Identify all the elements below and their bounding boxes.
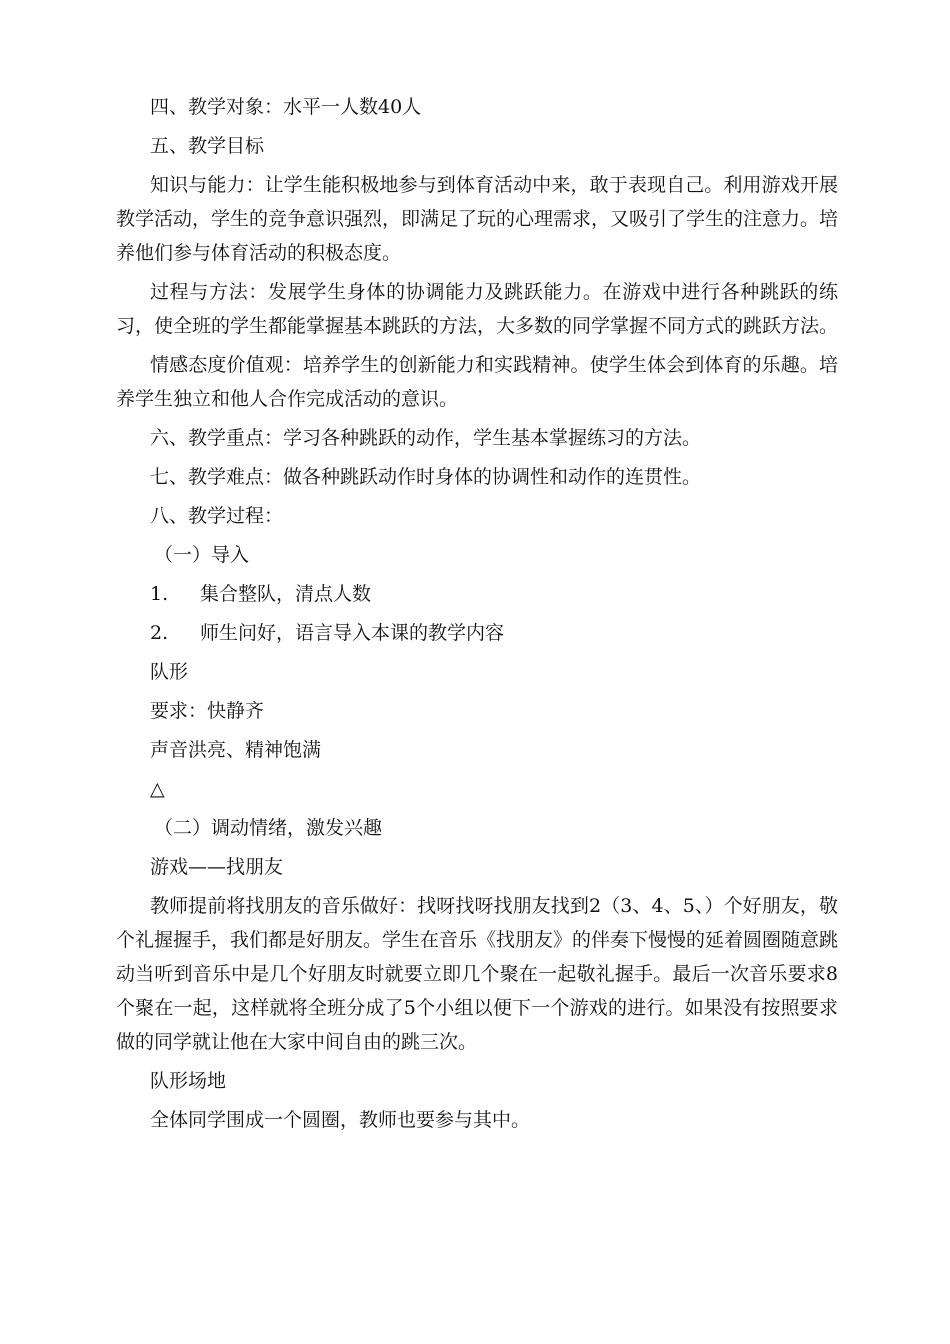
emotion-values-paragraph: 情感态度价值观：培养学生的创新能力和实践精神。使学生体会到体育的乐趣。培养学生独立和他人合作完成活动的意识。 bbox=[116, 354, 838, 410]
triangle-symbol: △ bbox=[150, 778, 165, 800]
list-item-2 bbox=[116, 616, 838, 650]
game-description-paragraph: 教师提前将找朋友的音乐做好：找呀找呀找朋友找到2（3、4、5、）个好朋友，敬个礼握握手，我们都是好朋友。学生在音乐《找朋友》的伴奏下慢慢的延着圆圈随意跳动当听到音乐中是几个好朋友时就要立即几个聚在一起敬礼握手。最后一次音乐要求8个聚在一起，这样就将全班分成了5个小组以便下一个游戏的进行。如果没有按照要求做的同学就让他在大家中间自由的跳三次。 bbox=[116, 895, 839, 1053]
formation-field-label: 队形场地 bbox=[150, 1070, 227, 1092]
process-heading: 八、教学过程： bbox=[150, 505, 284, 527]
circle-line: 全体同学围成一个圆圈，教师也要参与其中。 bbox=[150, 1109, 531, 1131]
formation-label: 队形 bbox=[150, 661, 189, 683]
document-body bbox=[116, 90, 838, 1142]
list-text: 师生问好，语言导入本课的教学内容 bbox=[200, 622, 505, 644]
knowledge-ability-paragraph: 知识与能力：让学生能积极地参与到体育活动中来，敢于表现自己。利用游戏开展教学活动，学生的竞争意识强烈，即满足了玩的心理需求，又吸引了学生的注意力。培养他们参与体育活动的积极态度。 bbox=[116, 174, 839, 264]
process-method-paragraph: 过程与方法：发展学生身体的协调能力及跳跃能力。在游戏中进行各种跳跃的练习，使全班的学生都能掌握基本跳跃的方法，大多数的同学掌握不同方式的跳跃方法。 bbox=[116, 281, 839, 337]
difficult-points-line: 七、教学难点：做各种跳跃动作时身体的协调性和动作的连贯性。 bbox=[150, 466, 702, 488]
requirement-line: 要求：快静齐 bbox=[150, 700, 265, 722]
list-number: 1. bbox=[150, 583, 169, 605]
teaching-goals-heading: 五、教学目标 bbox=[150, 135, 265, 157]
list-item-1 bbox=[116, 577, 838, 611]
key-points-line: 六、教学重点：学习各种跳跃的动作，学生基本掌握练习的方法。 bbox=[150, 427, 702, 449]
list-number: 2. bbox=[150, 622, 169, 644]
intro-heading: （一）导入 bbox=[154, 544, 250, 566]
voice-line: 声音洪亮、精神饱满 bbox=[150, 739, 322, 761]
teaching-object-line: 四、教学对象：水平一人数40人 bbox=[150, 96, 422, 118]
list-text: 集合整队，清点人数 bbox=[200, 583, 372, 605]
mood-heading: （二）调动情绪，激发兴趣 bbox=[154, 817, 383, 839]
game-title: 游戏——找朋友 bbox=[150, 856, 284, 878]
